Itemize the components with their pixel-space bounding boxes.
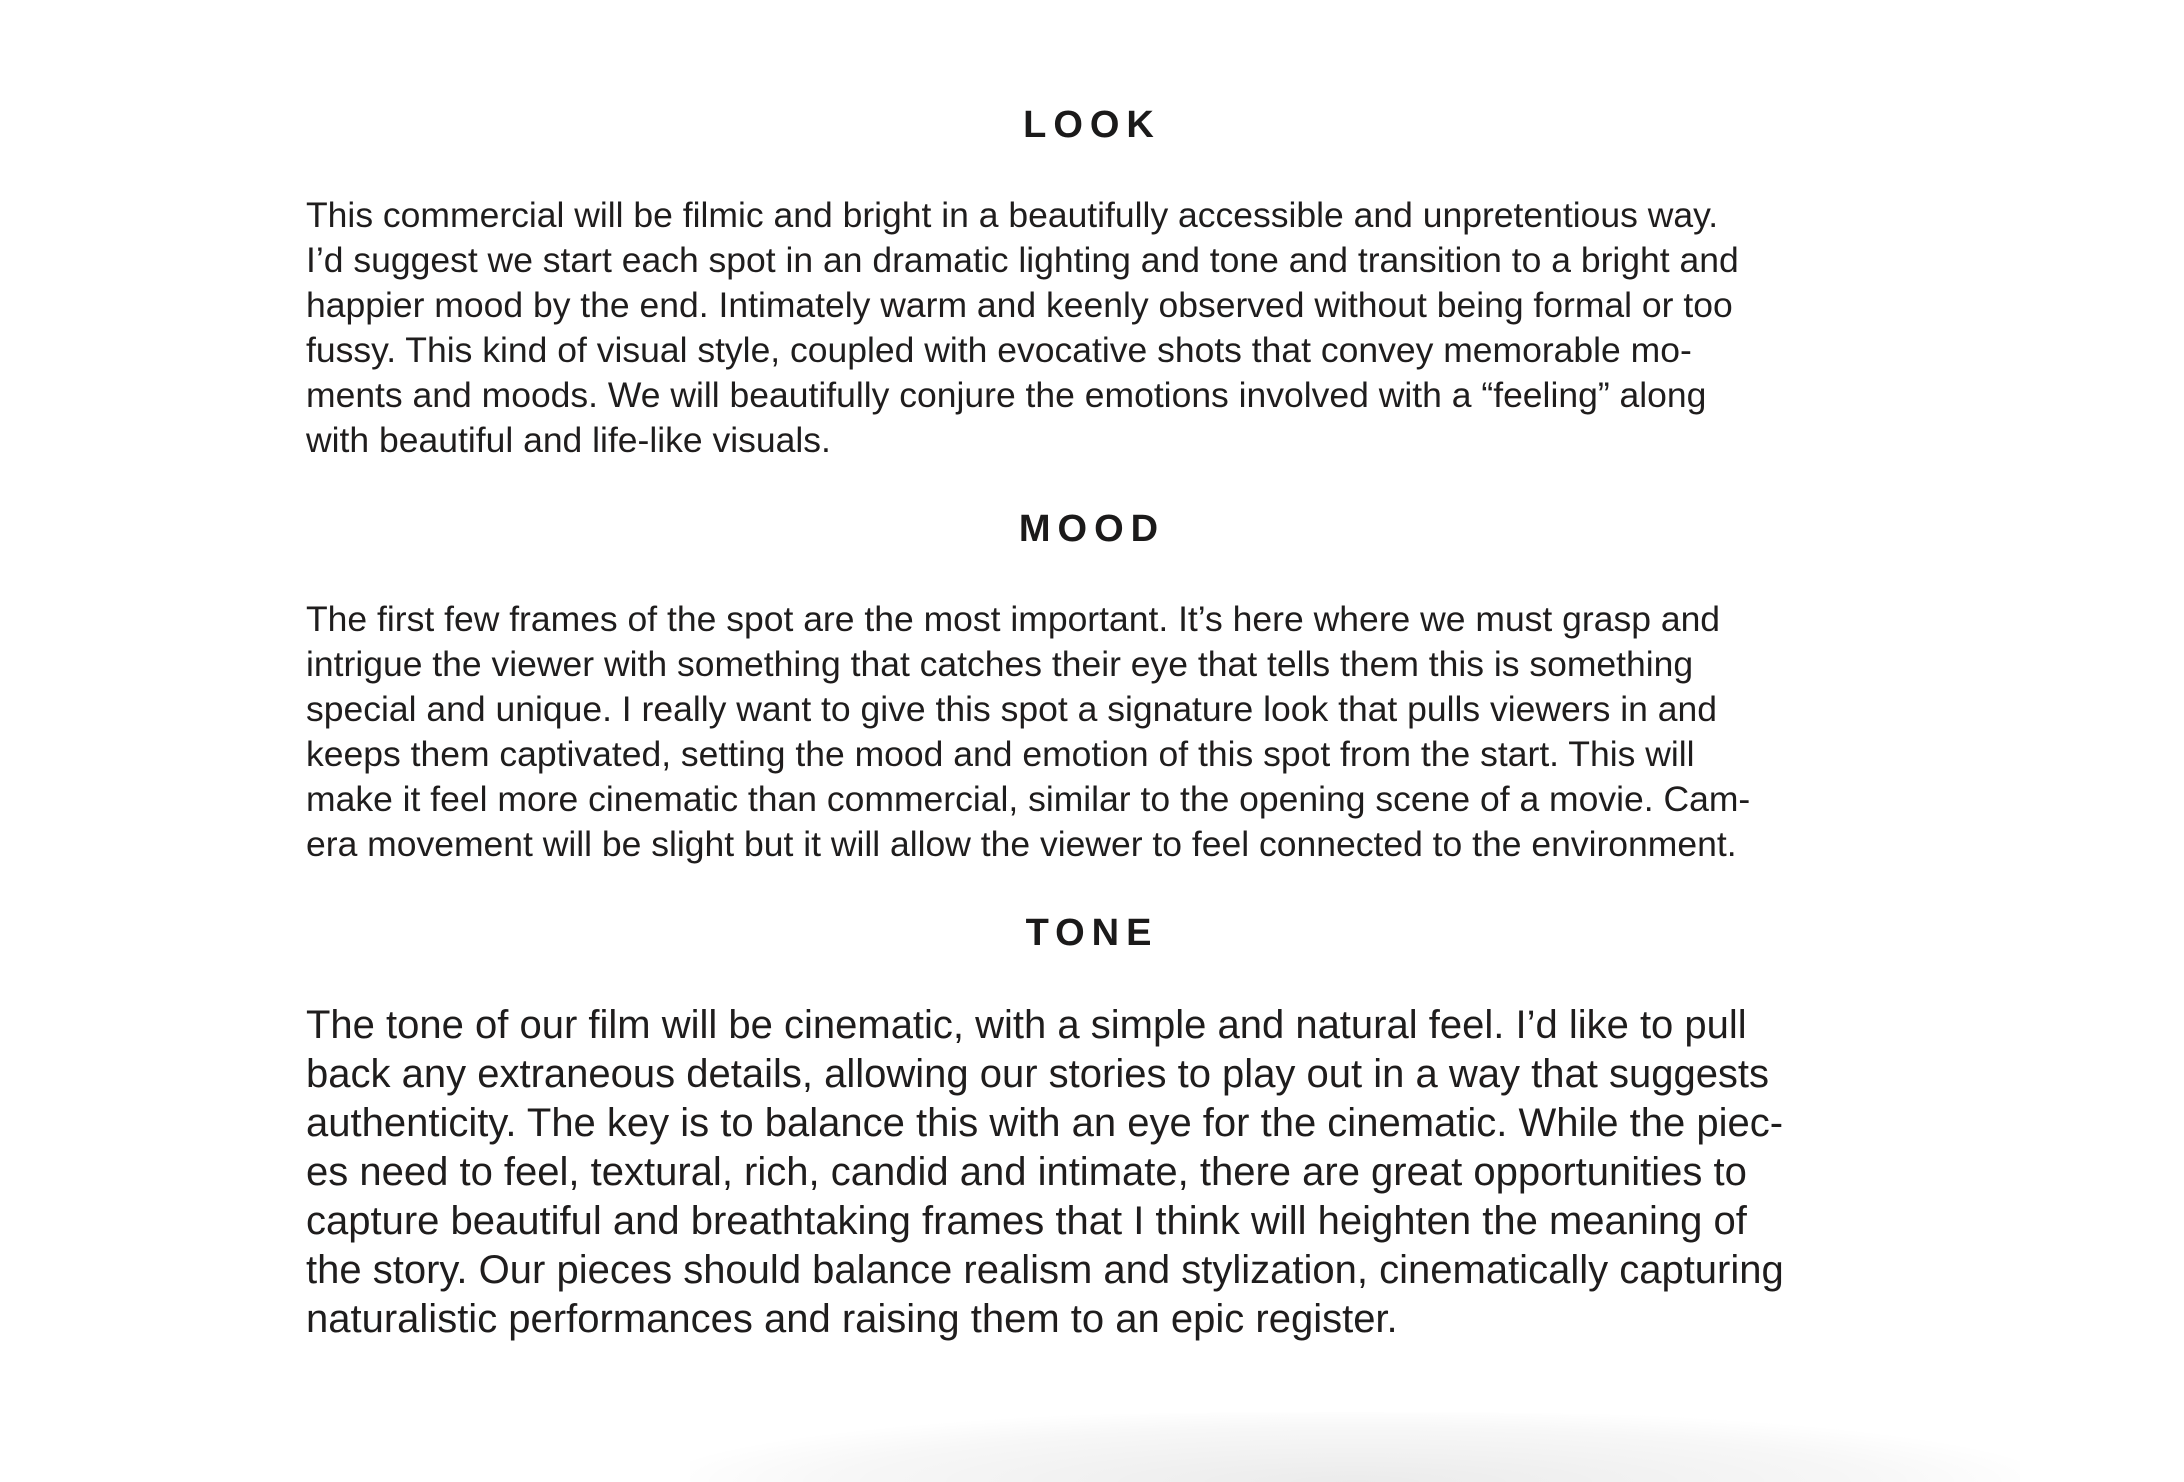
- paragraph-line: back any extraneous details, allowing our stories to play out in a way that suggests: [306, 1052, 1770, 1096]
- paragraph-line: es need to feel, textural, rich, candid and intimate, there are great opportunities to: [306, 1150, 1747, 1194]
- paragraph-line: ments and moods. We will beautifully conjure the emotions involved with a “feeling” along: [306, 375, 1707, 415]
- section-title-look: LOOK: [1023, 104, 1161, 146]
- paragraph-line: with beautiful and life-like visuals.: [306, 420, 831, 460]
- paragraph-line: The tone of our film will be cinematic, with a simple and natural feel. I’d like to pull: [306, 1003, 1747, 1047]
- paragraph-line: authenticity. The key is to balance this with an eye for the cinematic. While the piec-: [306, 1101, 1784, 1145]
- bottom-edge-shadow: [690, 1412, 2020, 1482]
- paragraph-line: The first few frames of the spot are the most important. It’s here where we must grasp and: [306, 599, 1721, 639]
- paragraph-line: the story. Our pieces should balance realism and stylization, cinematically capturing: [306, 1248, 1784, 1292]
- paragraph-line: happier mood by the end. Intimately warm and keenly observed without being formal or too: [306, 285, 1733, 325]
- paragraph-line: naturalistic performances and raising them to an epic register.: [306, 1297, 1398, 1341]
- paragraph-line: fussy. This kind of visual style, coupled with evocative shots that convey memorable mo-: [306, 330, 1692, 370]
- paragraph-line: intrigue the viewer with something that catches their eye that tells them this is something: [306, 644, 1694, 684]
- paragraph-line: This commercial will be filmic and bright in a beautifully accessible and unpretentious way.: [306, 195, 1719, 235]
- paragraph-line: keeps them captivated, setting the mood and emotion of this spot from the start. This will: [306, 734, 1695, 774]
- section-title-mood: MOOD: [1018, 508, 1166, 550]
- section-body-mood: [306, 597, 1750, 867]
- paragraph-line: make it feel more cinematic than commercial, similar to the opening scene of a movie. Cam-: [306, 779, 1751, 819]
- section-title-tone: TONE: [1025, 912, 1159, 954]
- section-body-tone: [306, 1001, 1784, 1344]
- paragraph-line: special and unique. I really want to give this spot a signature look that pulls viewers in and: [306, 689, 1717, 729]
- paragraph-line: capture beautiful and breathtaking frames that I think will heighten the meaning of: [306, 1199, 1747, 1243]
- paragraph-line: I’d suggest we start each spot in an dramatic lighting and tone and transition to a bright and: [306, 240, 1739, 280]
- section-body-look: [306, 193, 1739, 463]
- paragraph-line: era movement will be slight but it will allow the viewer to feel connected to the environment.: [306, 824, 1737, 864]
